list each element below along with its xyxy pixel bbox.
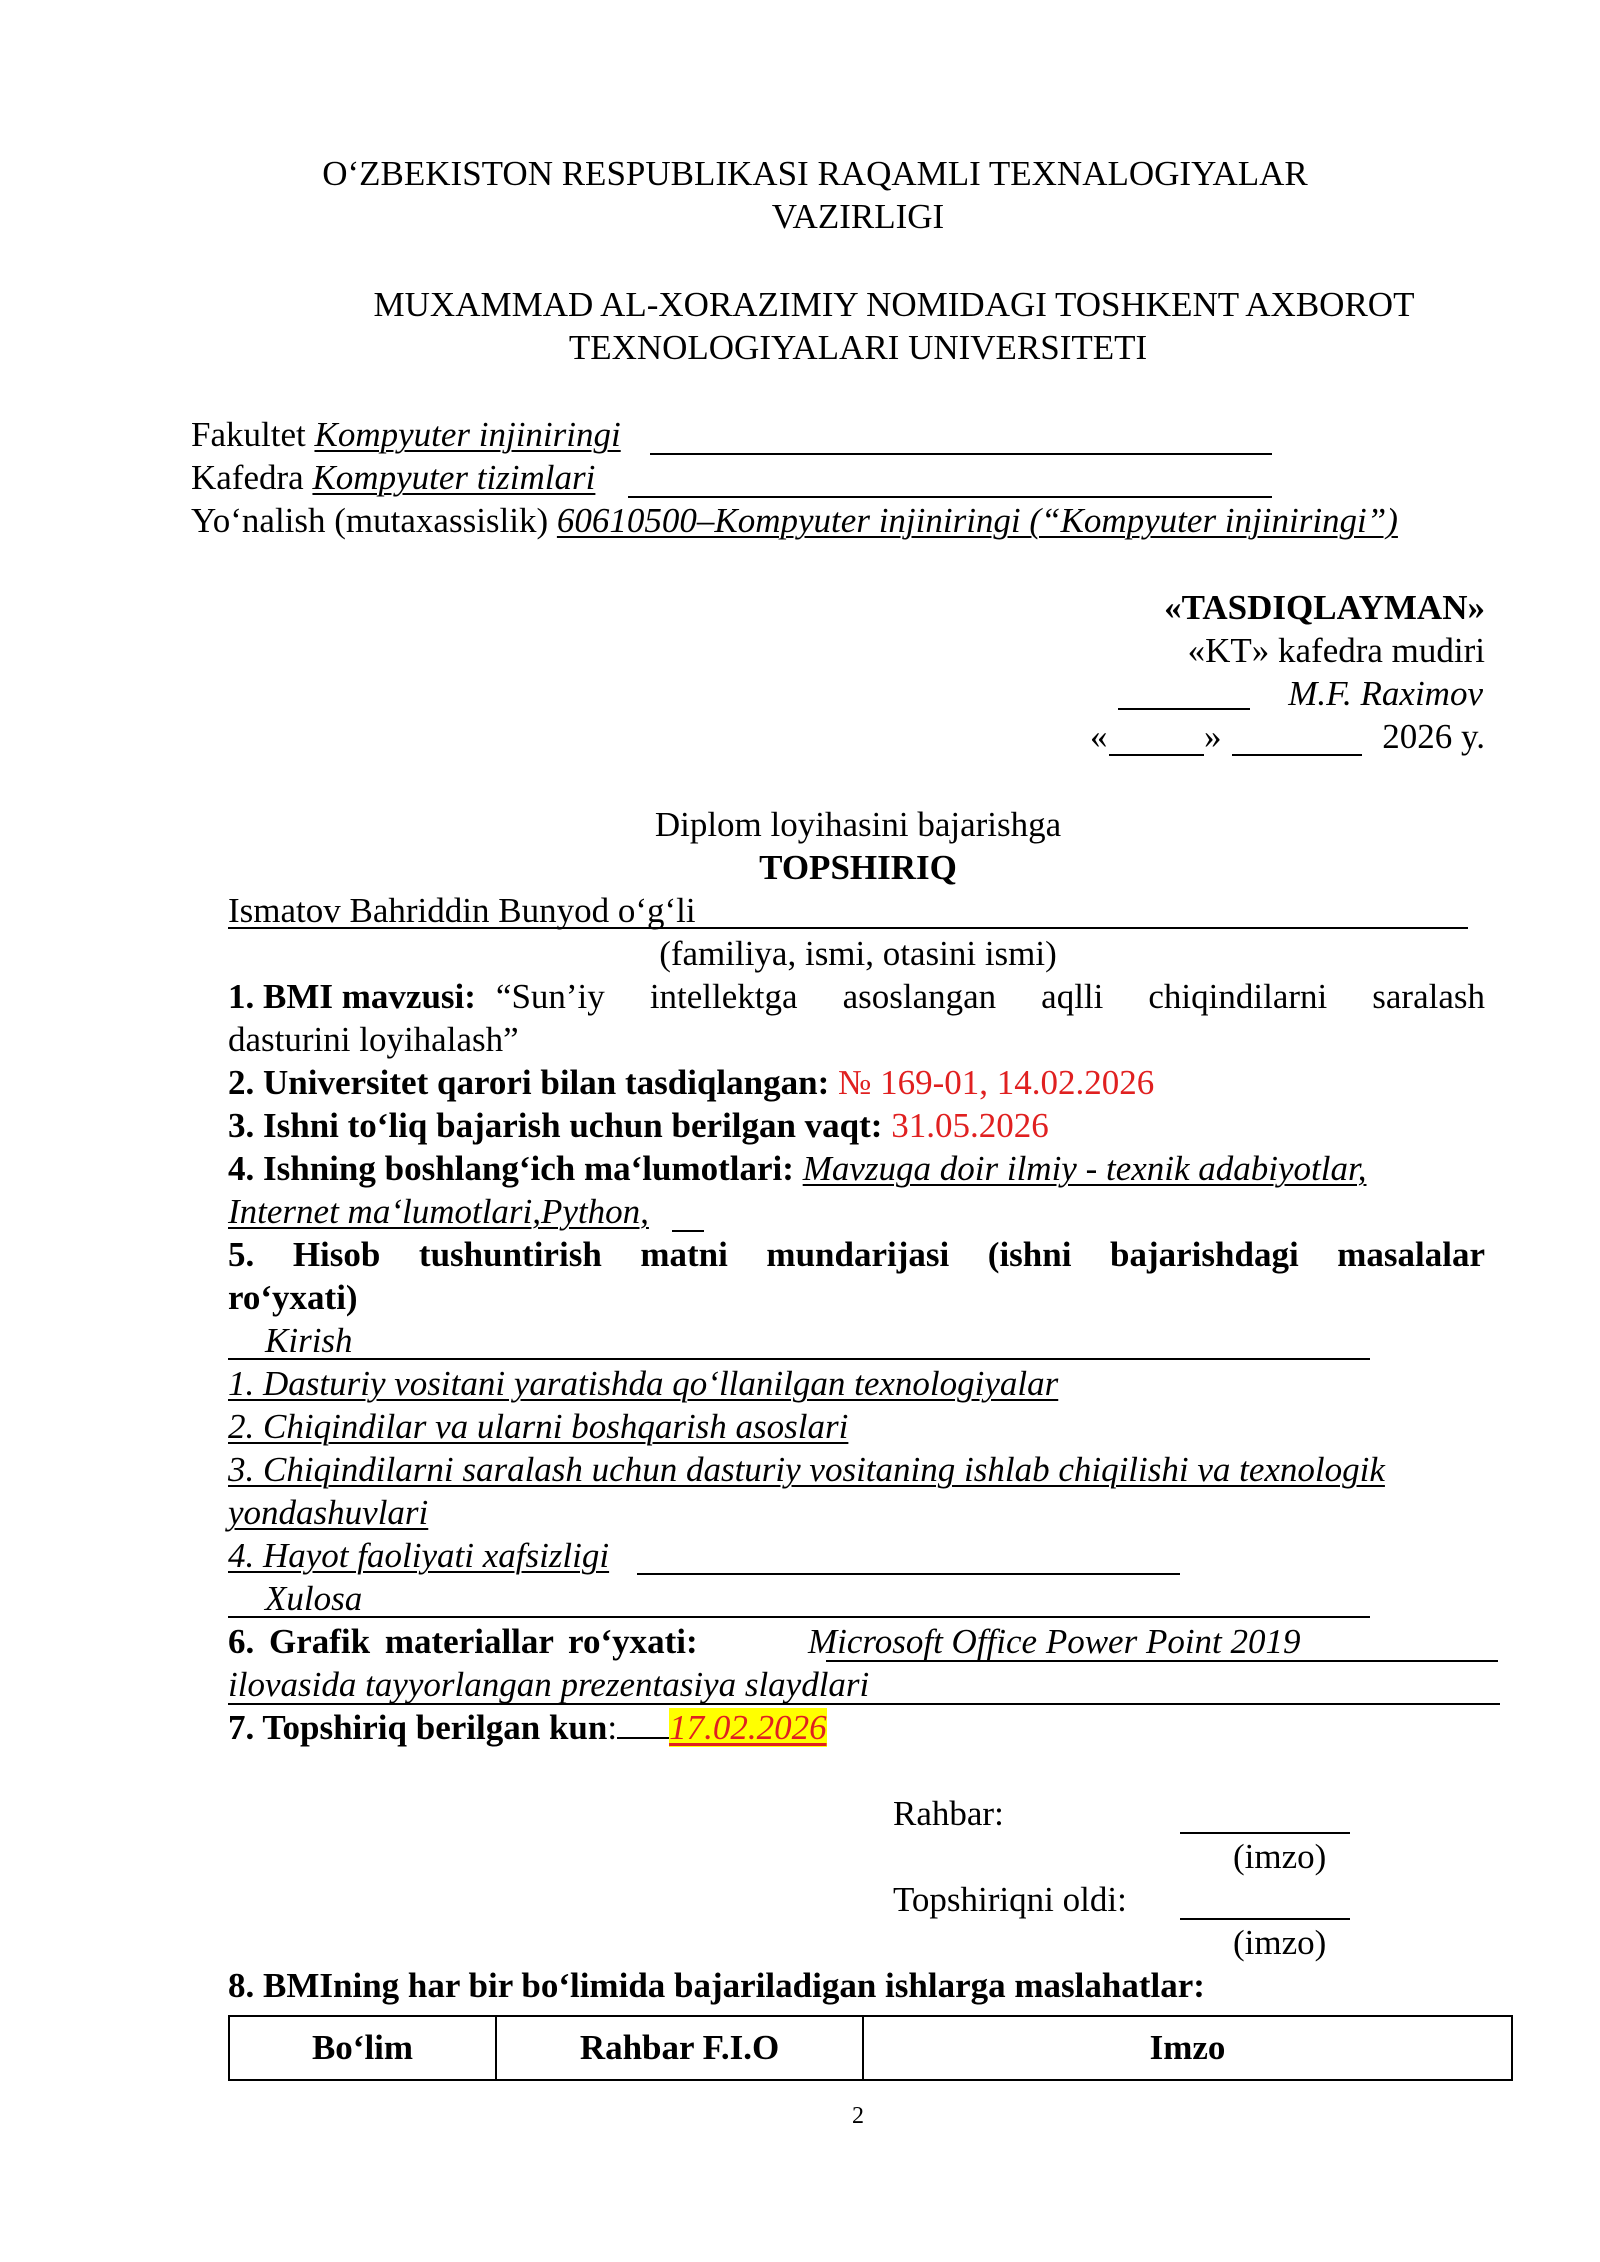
approval-month-line <box>1232 754 1362 756</box>
item6-value-line2: ilovasida tayyorlangan prezentasiya slaydlari <box>228 1665 870 1704</box>
contents-item-4: 4. Hayot faoliyati xafsizligi <box>228 1536 610 1575</box>
receiver-label: Topshiriqni oldi: <box>893 1880 1127 1919</box>
task-subtitle: Diplom loyihasini bajarishga <box>654 805 1062 844</box>
specialty-label: Yo‘nalish (mutaxassislik) <box>191 501 549 540</box>
contents-item-2: 2. Chiqindilar va ularni boshqarish asoslari <box>228 1407 849 1446</box>
approval-position: «KT» kafedra mudiri <box>1187 631 1485 670</box>
receiver-caption: (imzo) <box>1233 1923 1327 1962</box>
item7-blank <box>617 1711 669 1739</box>
approval-title: «TASDIQLAYMAN» <box>1164 588 1485 627</box>
advice-title: 8. BMIning har bir bo‘limida bajariladigan ishlarga maslahatlar: <box>228 1966 1205 2005</box>
university-line-2: TEXNOLOGIYALARI UNIVERSITETI <box>568 328 1148 367</box>
item7-colon: : <box>607 1708 618 1747</box>
item4-value-line2: Internet ma‘lumotlari,Python, <box>228 1192 649 1231</box>
approval-year: 2026 y. <box>1382 717 1485 756</box>
faculty-label: Fakultet <box>191 415 306 454</box>
supervisor-label: Rahbar: <box>893 1794 1004 1833</box>
receiver-signature-line <box>1180 1918 1350 1920</box>
item6-label: 6. Grafik materiallar ro‘yxati: <box>228 1622 698 1661</box>
item3-row <box>228 1104 1049 1147</box>
item4-underline <box>672 1230 704 1232</box>
approval-date-open: « <box>1090 717 1108 756</box>
ministry-line-1: O‘ZBEKISTON RESPUBLIKASI RAQAMLI TEXNALOGIYALAR <box>322 154 1308 193</box>
item2-value: № 169-01, 14.02.2026 <box>837 1063 1155 1102</box>
item6-value-line1: Microsoft Office Power Point 2019 <box>808 1622 1301 1661</box>
faculty-row <box>191 413 621 456</box>
faculty-value: Kompyuter injiniringi <box>314 415 621 454</box>
item3-value: 31.05.2026 <box>891 1106 1049 1145</box>
item7-row <box>228 1706 827 1749</box>
contents-item-3: 3. Chiqindilarni saralash uchun dasturiy vositaning ishlab chiqilishi va texnologik <box>228 1450 1385 1489</box>
approval-date-close: » <box>1204 717 1222 756</box>
item4-label: 4. Ishning boshlang‘ich ma‘lumotlari: <box>228 1149 794 1188</box>
contents-item-1: 1. Dasturiy vositani yaratishda qo‘llanilgan texnologiyalar <box>228 1364 1059 1403</box>
supervisor-caption: (imzo) <box>1233 1837 1327 1876</box>
item3-label: 3. Ishni to‘liq bajarish uchun berilgan vaqt: <box>228 1106 883 1145</box>
item7-label: 7. Topshiriq berilgan kun <box>228 1708 608 1747</box>
item6-underline-1 <box>826 1660 1498 1662</box>
item1-value-line1: “Sun’iy intellektga asoslangan aqlli chiqindilarni saralash <box>495 977 1485 1016</box>
item1-row <box>228 975 1485 1018</box>
faculty-underline <box>650 453 1272 455</box>
student-name: Ismatov Bahriddin Bunyod o‘g‘li <box>228 891 696 930</box>
contents-4-underline <box>637 1573 1180 1575</box>
item5-heading-line2: ro‘yxati) <box>228 1278 358 1317</box>
column-header-section: Bo‘lim <box>229 2016 496 2080</box>
item2-label: 2. Universitet qarori bilan tasdiqlangan: <box>228 1063 830 1102</box>
item4-row <box>228 1147 1366 1190</box>
approval-name: M.F. Raximov <box>1288 674 1483 713</box>
contents-intro-underline <box>228 1358 1370 1360</box>
specialty-value: 60610500–Kompyuter injiniringi (“Kompyuter injiniringi”) <box>556 501 1398 540</box>
contents-item-conclusion: Xulosa <box>265 1579 363 1618</box>
column-header-signature: Imzo <box>863 2016 1512 2080</box>
specialty-row <box>191 499 1398 542</box>
department-underline <box>628 496 1272 498</box>
page-number: 2 <box>852 2103 864 2129</box>
ministry-line-2: VAZIRLIGI <box>771 197 945 236</box>
item6-underline-2 <box>228 1703 1500 1705</box>
department-value: Kompyuter tizimlari <box>312 458 596 497</box>
item7-value: 17.02.2026 <box>669 1708 827 1747</box>
column-header-supervisor: Rahbar F.I.O <box>496 2016 863 2080</box>
item1-value-line2: dasturini loyihalash” <box>228 1020 519 1059</box>
task-title: TOPSHIRIQ <box>759 848 957 887</box>
advice-table <box>228 2015 1513 2081</box>
approval-signature-line <box>1118 708 1250 710</box>
supervisor-signature-line <box>1180 1832 1350 1834</box>
department-label: Kafedra <box>191 458 304 497</box>
item5-heading-line1: 5. Hisob tushuntirish matni mundarijasi (ishni bajarishdagi masalalar <box>228 1235 1485 1274</box>
contents-item-intro: Kirish <box>265 1321 353 1360</box>
contents-item-3-cont: yondashuvlari <box>228 1493 429 1532</box>
approval-day-line <box>1109 754 1204 756</box>
student-underline <box>228 927 1468 929</box>
university-line-1: MUXAMMAD AL-XORAZIMIY NOMIDAGI TOSHKENT AXBOROT <box>373 285 1415 324</box>
department-row <box>191 456 595 499</box>
item1-label: 1. BMI mavzusi: <box>228 977 476 1016</box>
student-caption: (familiya, ismi, otasini ismi) <box>659 934 1057 973</box>
item2-row <box>228 1061 1154 1104</box>
advice-table-header-row <box>229 2016 1512 2080</box>
item4-value-line1: Mavzuga doir ilmiy - texnik adabiyotlar, <box>802 1149 1367 1188</box>
contents-conclusion-underline <box>228 1616 1370 1618</box>
